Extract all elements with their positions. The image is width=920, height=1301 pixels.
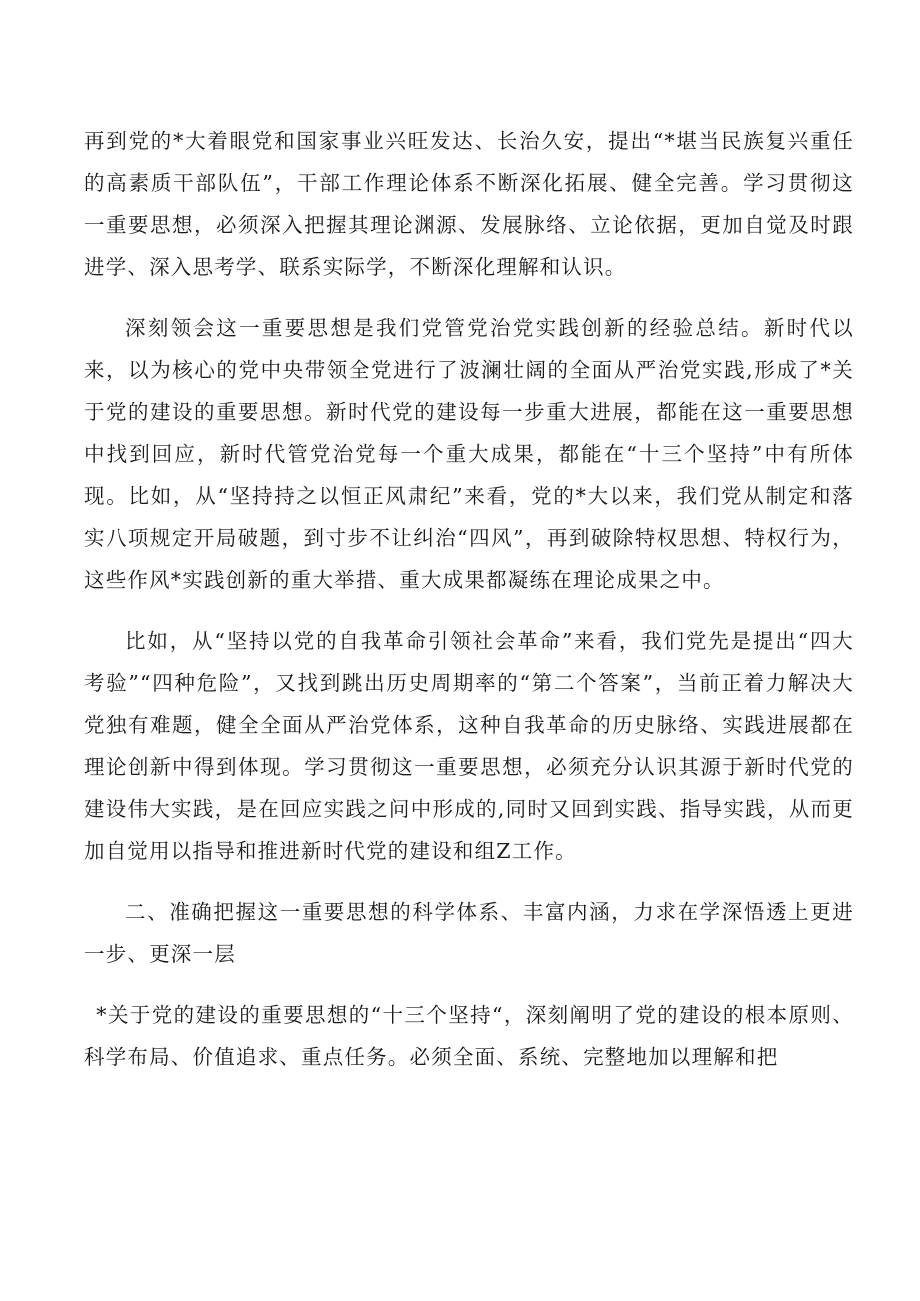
document-body — [84, 120, 854, 1097]
paragraph-practice-summary: 深刻领会这一重要思想是我们党管党治党实践创新的经验总结。新时代以来，以为核心的党中央带领全党进行了波澜壮阔的全面从严治党实践,形成了*关于党的建设的重要思想。新时代党的建设每一步重大进展，都能在这一重要思想中找到回应，新时代管党治党每一个重大成果，都能在“十三个坚持”中有所体现。比如，从“坚持持之以恒正风肃纪”来看，党的*大以来，我们党从制定和落实八项规定开局破题，到寸步不让纠治“四风”，再到破除特权思想、特权行为，这些作风*实践创新的重大举措、重大成果都凝练在理论成果之中。 — [84, 316, 854, 592]
paragraph-continuation: 再到党的*大着眼党和国家事业兴旺发达、长治久安，提出“*堪当民族复兴重任的高素质干部队伍”，干部工作理论体系不断深化拓展、健全完善。学习贯彻这一重要思想，必须深入把握其理论渊源、发展脉络、立论依据，更加自觉及时跟进学、深入思考学、联系实际学，不断深化理解和认识。 — [84, 129, 854, 279]
section-heading: 二、准确把握这一重要思想的科学体系、丰富内涵，力求在学深悟透上更进一步、更深一层 — [84, 900, 854, 966]
paragraph-self-revolution: 比如，从“坚持以党的自我革命引领社会革命”来看，我们党先是提出“四大考验”“四种危险”，又找到跳出历史周期率的“第二个答案”，当前正着力解决大党独有难题，健全全面从严治党体系，这种自我革命的历史脉络、实践进展都在理论创新中得到体现。学习贯彻这一重要思想，必须充分认识其源于新时代党的建设伟大实践，是在回应实践之问中形成的,同时又回到实践、指导实践，从而更加自觉用以指导和推进新时代党的建设和组Z工作。 — [84, 629, 854, 863]
paragraph-thirteen-adherences: *关于党的建设的重要思想的“十三个坚持“，深刻阐明了党的建设的根本原则、科学布局、价值追求、重点任务。必须全面、系统、完整地加以理解和把 — [84, 1003, 854, 1069]
